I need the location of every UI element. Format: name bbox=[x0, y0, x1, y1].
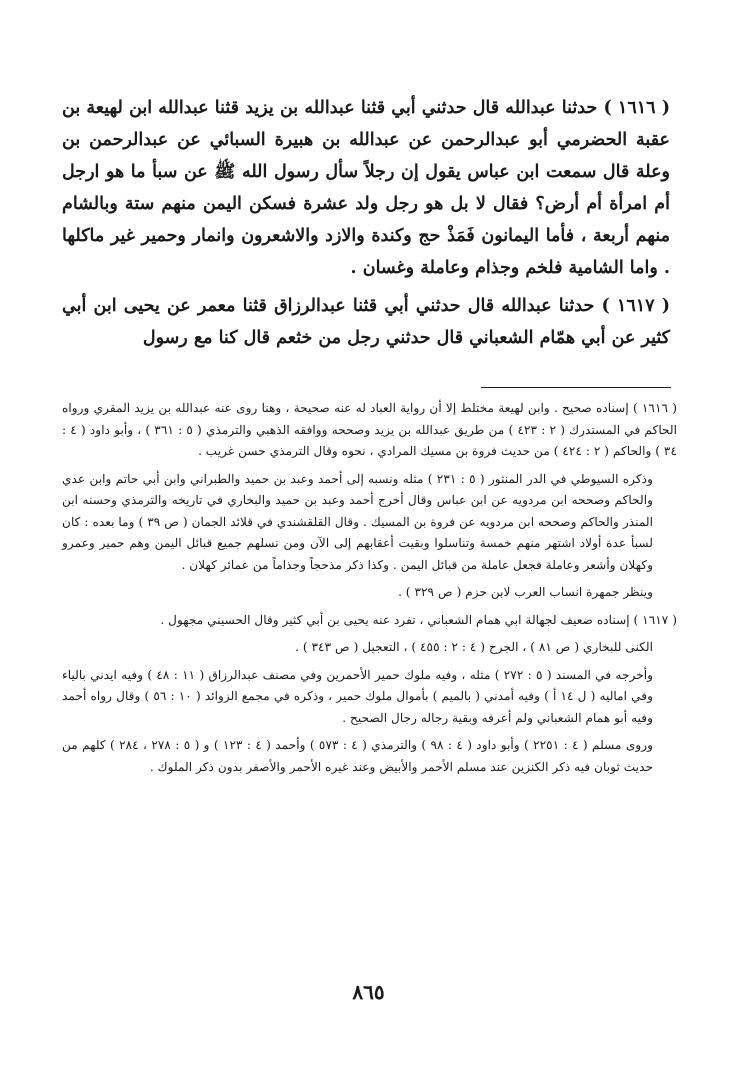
footnote-1616-suyuti: وذكره السيوطي في الدر المنثور ( ٥ : ٢٣١ ) مثله ونسبه إلى أحمد وعبد بن حميد والطبراني وابن أبي حاتم وابن عدي والحاكم وصححه ابن مردويه عن ابن عباس وقال أخرج أحمد وعبد بن حميد والبخاري في تاريخه والترمذي وحسنه ابن المنذر والحاكم وصححه ابن مردويه عن فروة بن المسيك . وقال القلقشندي في قلائد الجمان ( ص ٣٩ ) وما بعده : كان لسبأ عدة أولاد اشتهر منهم خمسة وتناسلوا وبقيت أعقابهم إلى الآن ومن نسلهم جميع قبائل اليمن وهم حمير وعمرو وكهلان وأشعر وعاملة فجعل عاملة من قبائل اليمن . وكذا ذكر مذحجاً وجذاماً من عمائر كهلان . bbox=[62, 471, 653, 572]
footnote-1617-sources: الكنى للبخاري ( ص ٨١ ) ، الجرح ( ٤ : ٢ : ٤٥٥ ) ، التعجيل ( ص ٣٤٣ ) . bbox=[295, 640, 653, 654]
footnotes bbox=[62, 398, 677, 784]
footnote-divider bbox=[481, 387, 671, 388]
hadith-1617: ( ١٦١٧ ) حدثنا عبدالله قال حدثني أبي قثنا عبدالرزاق قثنا معمر عن يحيى ابن أبي كثير عن أبي همّام الشعباني قال حدثني رجل من خثعم قال كنا مع رسول bbox=[62, 296, 670, 348]
footnote-1616-main: ( ١٦١٦ ) إسناده صحيح . وابن لهيعة مختلط إلا أن رواية العباد له عنه صحيحة ، وهنا روى عنه عبدالله بن يزيد المقري ورواه الحاكم في المستدرك ( ٢ : ٤٢٣ ) من طريق عبدالله بن يزيد وصححه ووافقه الذهبي والترمذي ( ٥ : ٣٦١ ) ، وأبو داود ( ٤ : ٣٤ ) والحاكم ( ٢ : ٤٢٤ ) من حديث فروة بن مسيك المرادي ، نحوه وقال الترمذي حسن غريب . bbox=[62, 401, 678, 458]
hadith-1616: ( ١٦١٦ ) حدثنا عبدالله قال حدثني أبي قثنا عبدالله بن يزيد قثنا عبدالله ابن لهيعة بن عقبة الحضرمي أبو عبدالرحمن عن عبدالله بن هبيرة السبائي عن عبدالرحمن بن وعلة قال سمعت ابن عباس يقول إن رجلاً سأل رسول الله ﷺ عن سبأ ما هو ارجل أم امرأة أم أرض؟ فقال لا بل هو رجل ولد عشرة فسكن اليمن منهم ستة وبالشام منهم أربعة ، فأما اليمانون فَمَذْ حج وكندة والازد والاشعرون وانمار وحمير غير ماكلها . واما الشامية فلخم وجذام وعاملة وغسان . bbox=[62, 98, 670, 278]
footnote-1617-musnad: وأخرجه في المسند ( ٥ : ٢٧٢ ) مثله ، وفيه ملوك حمير الأحمرين وفي مصنف عبدالرزاق ( ١١ : ٤٨ ) وفيه ايدني بالياء وفي اماليه ( ل ١٤ أ ) وفيه أمدني ( بالميم ) بأموال ملوك حمير ، وذكره في مجمع الزوائد ( ١٠ : ٥٦ ) وقال رواه أحمد وفيه أبو همام الشعباني ولم أعرفه وبقية رجاله رجال الصحيح . bbox=[62, 667, 654, 725]
footnote-1617-main: ( ١٦١٧ ) إسناده ضعيف لجهالة ابي همام الشعباني ، تفرد عنه يحيى بن أبي كثير وقال الحسيني مجهول . bbox=[160, 612, 677, 627]
page-number: ٨٦٥ bbox=[352, 980, 385, 1004]
main-text bbox=[62, 92, 670, 360]
footnote-1617-muslim: وروى مسلم ( ٤ : ٢٢٥١ ) وأبو داود ( ٤ : ٩٨ ) والترمذي ( ٤ : ٥٧٣ ) وأحمد ( ٤ : ١٢٣ ) و ( ٥ : ٢٧٨ ، ٢٨٤ ) كلهم من حديث ثوبان فيه ذكر الكنزين عند مسلم الأحمر والأبيض وعند غيره الأحمر والأصفر بدون ذكر الملوك . bbox=[62, 738, 654, 774]
footnote-1616-jamhara: وينظر جمهرة انساب العرب لابن حزم ( ص ٣٢٩ ) . bbox=[398, 585, 653, 599]
